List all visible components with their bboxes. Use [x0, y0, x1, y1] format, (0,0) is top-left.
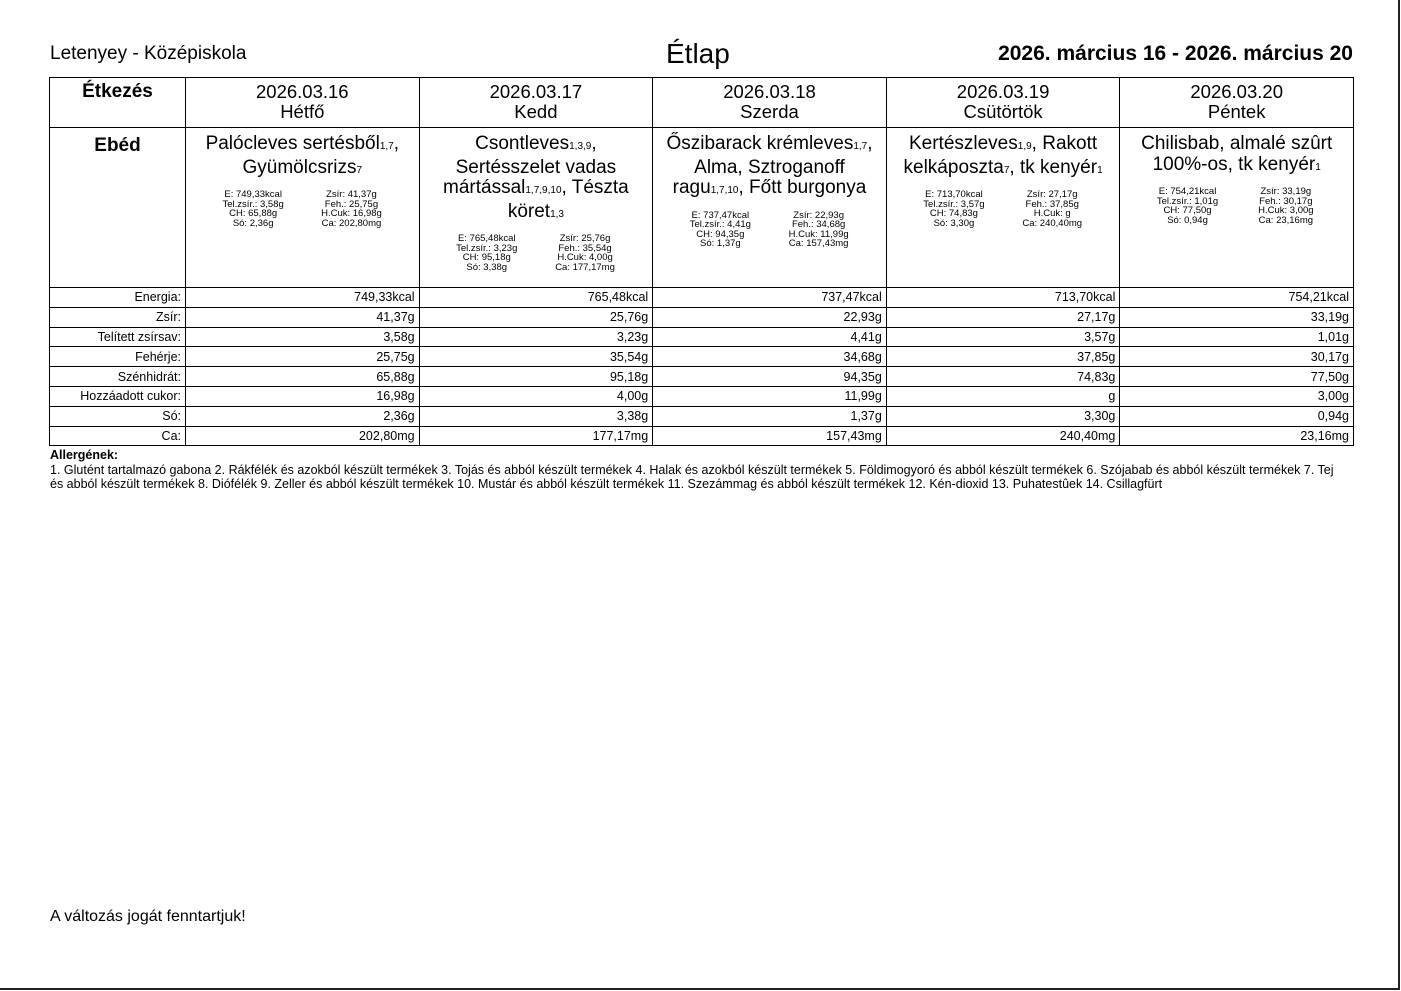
nutrition-row	[50, 386, 1354, 406]
dish-name: Rakott kelkáposzta	[903, 133, 1098, 178]
nutrition-label: Zsír:	[50, 307, 186, 327]
meal-label: Ebéd	[50, 128, 186, 288]
allergen-codes: 7	[1003, 164, 1010, 176]
nutrition-value: 65,88g	[186, 367, 420, 387]
meal-cell	[1120, 128, 1354, 288]
nutrition-row	[50, 307, 1354, 327]
day-header	[653, 78, 887, 128]
day-weekday: Hétfő	[280, 101, 325, 122]
day-date: 2026.03.17	[489, 81, 583, 102]
nutrition-value: 30,17g	[1120, 347, 1354, 367]
nutrition-value: 3,58g	[186, 327, 420, 347]
dish-separator: ,	[591, 133, 597, 154]
day-weekday: Csütörtök	[963, 101, 1043, 122]
dish-description	[420, 128, 653, 225]
nutrition-summary-item: Só: 0,94g	[1167, 214, 1208, 226]
nutrition-value: 11,99g	[653, 386, 887, 406]
nutrition-value: 202,80mg	[186, 426, 420, 446]
nutrition-summary-item: E: 737,47kcal	[691, 209, 750, 221]
allergen-codes: 1,3,9	[569, 141, 592, 152]
nutrition-summary-item: Feh.: 34,68g	[791, 219, 846, 230]
nutrition-value: 25,76g	[419, 307, 653, 327]
day-weekday: Péntek	[1207, 101, 1266, 122]
dish-separator: ,	[1031, 133, 1037, 154]
nutrition-label: Ca:	[50, 426, 186, 446]
dish-description	[653, 128, 886, 202]
dish-description	[186, 128, 419, 181]
nutrition-summary-item: Zsír: 41,37g	[326, 189, 377, 200]
allergen-codes: 7	[356, 164, 363, 176]
nutrition-value: 713,70kcal	[886, 288, 1120, 308]
nutrition-row	[50, 406, 1354, 426]
nutrition-summary-item: H.Cuk: 4,00g	[557, 252, 613, 263]
nutrition-value: 2,36g	[186, 406, 420, 426]
nutrition-summary-item: CH: 94,35g	[696, 228, 745, 240]
day-date: 2026.03.16	[256, 81, 349, 102]
menu-table	[49, 77, 1354, 446]
allergen-codes: 1,7,9,10	[525, 185, 562, 196]
day-date: 2026.03.20	[1190, 81, 1283, 102]
meal-cell	[419, 128, 653, 288]
nutrition-summary-item: Ca: 202,80mg	[321, 217, 382, 229]
nutrition-value: 240,40mg	[886, 426, 1120, 446]
nutrition-value: 157,43mg	[653, 426, 887, 446]
nutrition-label: Telített zsírsav:	[50, 327, 186, 347]
school-name: Letenyey - Középiskola	[50, 43, 247, 64]
nutrition-value: 177,17mg	[419, 426, 653, 446]
date-range: 2026. március 16 - 2026. március 20	[998, 42, 1353, 65]
dish-description	[1120, 128, 1353, 178]
day-header	[186, 78, 420, 128]
nutrition-summary-item: Só: 3,38g	[466, 261, 508, 273]
nutrition-summary	[204, 190, 401, 228]
dish-name: Sertésszelet vadas mártással	[443, 156, 617, 198]
nutrition-value: 23,16mg	[1120, 426, 1354, 446]
nutrition-summary-item: Ca: 157,43mg	[788, 238, 849, 249]
allergen-codes: 1,7	[853, 141, 868, 152]
nutrition-value: 25,75g	[186, 347, 420, 367]
allergens-title: Allergének:	[50, 448, 119, 462]
dish-name: Palócleves sertésből	[205, 133, 380, 154]
nutrition-value: 3,23g	[419, 327, 653, 347]
day-date: 2026.03.18	[723, 81, 816, 102]
footer-note: A változás jogát fenntartjuk!	[50, 908, 246, 925]
header-row	[50, 78, 1354, 128]
nutrition-row	[50, 426, 1354, 446]
nutrition-row	[50, 347, 1354, 367]
nutrition-summary-item: Feh.: 37,85g	[1025, 198, 1079, 210]
page-title: Étlap	[666, 38, 730, 69]
nutrition-value: 95,18g	[419, 367, 653, 387]
nutrition-value: 3,57g	[886, 327, 1120, 347]
nutrition-label: Energia:	[50, 288, 186, 308]
nutrition-summary-item: H.Cuk: 16,98g	[321, 208, 382, 219]
nutrition-summary-item: CH: 77,50g	[1163, 205, 1212, 216]
nutrition-value: 3,38g	[419, 406, 653, 426]
nutrition-value: 22,93g	[653, 307, 887, 327]
dish-separator: ,	[867, 133, 873, 154]
nutrition-summary-item: E: 765,48kcal	[457, 233, 516, 244]
nutrition-summary-item: Tel.zsír.: 3,23g	[456, 242, 518, 254]
nutrition-summary-item: H.Cuk: g	[1033, 208, 1071, 219]
meal-row-lunch	[50, 128, 1354, 288]
nutrition-value: 4,41g	[653, 327, 887, 347]
day-header	[1120, 78, 1354, 128]
dish-name: Tészta köret	[507, 177, 629, 222]
dish-name: Alma, Sztroganoff ragu	[672, 156, 845, 198]
dish-separator: ,	[738, 177, 744, 198]
nutrition-value: 37,85g	[886, 347, 1120, 367]
nutrition-summary-item: Feh.: 25,75g	[324, 198, 379, 210]
nutrition-summary-item: Zsír: 22,93g	[793, 209, 844, 221]
nutrition-value: 94,35g	[653, 367, 887, 387]
nutrition-value: 74,83g	[886, 367, 1120, 387]
nutrition-label: Fehérje:	[50, 347, 186, 367]
nutrition-summary-item: Ca: 23,16mg	[1258, 214, 1314, 226]
nutrition-summary-item: Tel.zsír.: 1,01g	[1156, 195, 1219, 207]
day-date: 2026.03.19	[956, 81, 1050, 102]
nutrition-value: 41,37g	[186, 307, 420, 327]
dish-name: tk kenyér	[1014, 156, 1098, 178]
day-header	[886, 78, 1120, 128]
meal-cell	[186, 128, 420, 288]
nutrition-value: 35,54g	[419, 347, 653, 367]
allergen-codes: 1,3	[550, 208, 564, 220]
nutrition-summary-item: E: 754,21kcal	[1158, 186, 1217, 197]
nutrition-value: 34,68g	[653, 347, 887, 367]
day-weekday: Szerda	[740, 101, 799, 122]
meal-cell	[653, 128, 887, 288]
nutrition-value: 3,30g	[886, 406, 1120, 426]
nutrition-value: 0,94g	[1120, 406, 1354, 426]
nutrition-summary-item: CH: 65,88g	[229, 208, 278, 219]
nutrition-summary-item: H.Cuk: 11,99g	[788, 228, 849, 240]
nutrition-summary-item: Tel.zsír.: 4,41g	[689, 219, 751, 230]
nutrition-summary	[1138, 187, 1335, 225]
nutrition-value: 754,21kcal	[1120, 288, 1354, 308]
nutrition-summary-item: CH: 95,18g	[462, 252, 511, 263]
day-header	[419, 78, 653, 128]
nutrition-value: 749,33kcal	[186, 288, 420, 308]
allergen-codes: 1,7,10	[710, 185, 739, 196]
nutrition-summary-item: E: 713,70kcal	[925, 189, 983, 200]
nutrition-summary-item: CH: 74,83g	[929, 208, 978, 219]
nutrition-summary-item: Feh.: 35,54g	[558, 242, 612, 254]
dish-separator: ,	[1009, 156, 1015, 178]
nutrition-row	[50, 367, 1354, 387]
dish-name: Gyümölcsrizs	[242, 156, 357, 178]
nutrition-value: 16,98g	[186, 386, 420, 406]
allergen-codes: 1,9	[1017, 141, 1032, 152]
nutrition-value: 1,37g	[653, 406, 887, 426]
nutrition-summary-item: Feh.: 30,17g	[1259, 195, 1313, 207]
dish-name: Kertészleves	[908, 133, 1018, 154]
nutrition-value: 3,00g	[1120, 386, 1354, 406]
nutrition-summary-item: H.Cuk: 3,00g	[1258, 205, 1314, 216]
dish-name: Chilisbab, almalé szûrt 100%-os, tk kenyér	[1141, 133, 1333, 175]
dish-description	[887, 128, 1120, 181]
nutrition-label: Hozzáadott cukor:	[50, 386, 186, 406]
nutrition-row	[50, 327, 1354, 347]
nutrition-label: Szénhidrát:	[50, 367, 186, 387]
nutrition-summary-item: Só: 1,37g	[700, 238, 741, 249]
nutrition-summary-item: Zsír: 25,76g	[559, 233, 611, 244]
allergen-codes: 1	[1315, 161, 1321, 173]
dish-name: Főtt burgonya	[743, 177, 867, 198]
nutrition-summary-item: Tel.zsír.: 3,58g	[222, 198, 284, 210]
nutrition-summary	[438, 234, 635, 272]
nutrition-row	[50, 288, 1354, 308]
nutrition-summary-item: Tel.zsír.: 3,57g	[923, 198, 985, 210]
allergen-codes: 1	[1097, 164, 1103, 176]
corner-label: Étkezés	[50, 78, 186, 128]
nutrition-value: 27,17g	[886, 307, 1120, 327]
nutrition-value: 765,48kcal	[419, 288, 653, 308]
dish-separator: ,	[561, 177, 567, 198]
nutrition-summary	[905, 190, 1102, 228]
nutrition-value: g	[886, 386, 1120, 406]
nutrition-summary-item: Ca: 177,17mg	[555, 261, 615, 273]
meal-cell	[886, 128, 1120, 288]
nutrition-value: 33,19g	[1120, 307, 1354, 327]
dish-name: Őszibarack krémleves	[666, 133, 854, 154]
nutrition-summary-item: E: 749,33kcal	[224, 189, 282, 200]
day-weekday: Kedd	[514, 101, 558, 122]
nutrition-summary	[671, 211, 868, 249]
nutrition-value: 1,01g	[1120, 327, 1354, 347]
nutrition-label: Só:	[50, 406, 186, 426]
nutrition-summary-item: Só: 3,30g	[933, 217, 975, 229]
nutrition-value: 737,47kcal	[653, 288, 887, 308]
nutrition-summary-item: Ca: 240,40mg	[1022, 217, 1083, 229]
nutrition-summary-item: Zsír: 33,19g	[1260, 186, 1312, 197]
nutrition-value: 4,00g	[419, 386, 653, 406]
dish-separator: ,	[393, 133, 400, 154]
nutrition-value: 77,50g	[1120, 367, 1354, 387]
allergens-list: 1. Glutént tartalmazó gabona 2. Rákfélék és azokból készült termékek 3. Tojás és abból készült termékek 4. Halak és azokból készült termékek 5. Földimogyoró és abból készült termékek 6. Szójabab és abból készült termékek 7. Tej és abból készült termékek 8. Diófélék 9. Zeller és abból készült termékek 10. Mustár és abból készült termékek 11. Szezámmag és abból készült termékek 12. Kén-dioxid 13. Puhatestûek 14. Csillagfürt	[50, 463, 1334, 491]
nutrition-summary-item: Só: 2,36g	[232, 217, 274, 229]
allergen-codes: 1,7	[379, 141, 394, 152]
dish-name: Csontleves	[475, 133, 570, 154]
nutrition-summary-item: Zsír: 27,17g	[1026, 189, 1078, 200]
